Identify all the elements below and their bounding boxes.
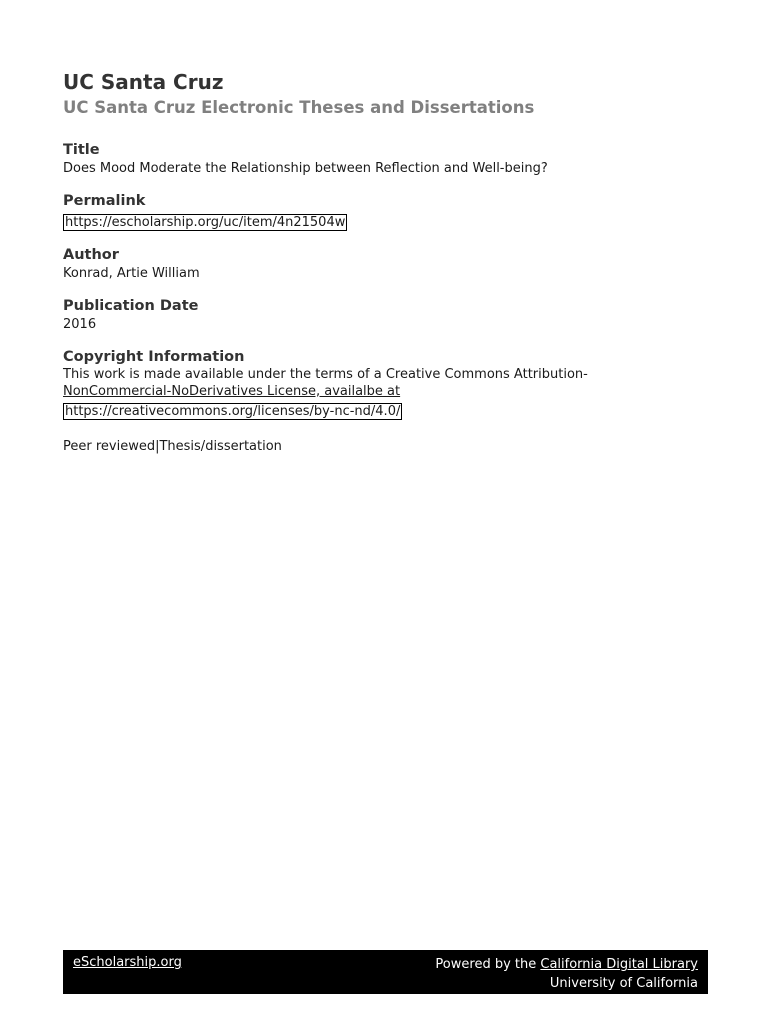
powered-by-line xyxy=(435,955,698,974)
publication-date-label: Publication Date xyxy=(63,298,199,314)
campus-name: UC Santa Cruz xyxy=(63,70,224,94)
permalink-section xyxy=(63,191,708,231)
escholarship-link[interactable]: eScholarship.org xyxy=(73,955,182,970)
university-name: University of California xyxy=(549,976,698,991)
copyright-section xyxy=(63,347,708,420)
title-label: Title xyxy=(63,142,100,158)
powered-by-text: Powered by the xyxy=(435,957,541,972)
license-link[interactable]: https://creativecommons.org/licenses/by-nc-nd/4.0/ xyxy=(65,404,401,419)
series-title: UC Santa Cruz Electronic Theses and Dissertations xyxy=(63,98,535,117)
author-label: Author xyxy=(63,247,119,263)
title-value: Does Mood Moderate the Relationship between Reflection and Well-being? xyxy=(63,161,548,176)
copyright-line-2: NonCommercial-NoDerivatives License, availalbe at xyxy=(63,383,401,399)
permalink-link[interactable]: https://escholarship.org/uc/item/4n21504w xyxy=(65,215,346,230)
footer-credits xyxy=(435,955,698,993)
publication-date-section xyxy=(63,296,708,333)
title-section xyxy=(63,140,708,177)
permalink-label: Permalink xyxy=(63,193,146,209)
copyright-label: Copyright Information xyxy=(63,349,245,365)
author-section xyxy=(63,245,708,282)
copyright-line-1: This work is made available under the terms of a Creative Commons Attribution- xyxy=(63,367,588,382)
document-page xyxy=(63,68,708,455)
peer-review-status: Peer reviewed|Thesis/dissertation xyxy=(63,439,282,454)
footer-bar xyxy=(63,950,708,994)
publication-date-value: 2016 xyxy=(63,317,97,332)
cdl-link[interactable]: California Digital Library xyxy=(540,957,698,972)
author-value: Konrad, Artie William xyxy=(63,266,200,281)
